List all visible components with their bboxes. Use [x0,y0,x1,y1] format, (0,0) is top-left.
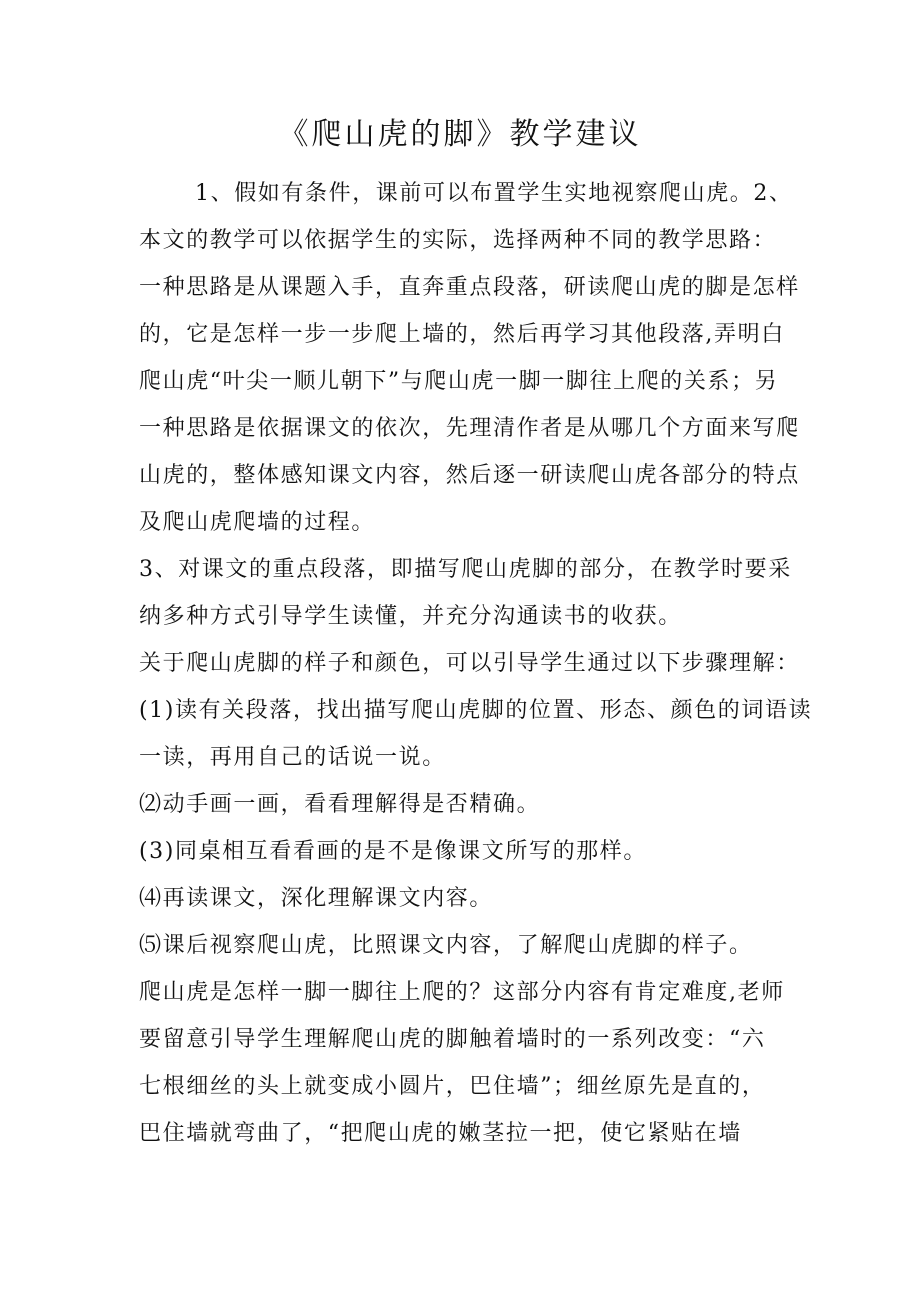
paragraph-line: 关于爬山虎脚的样子和颜色，可以引导学生通过以下步骤理解： [139,651,800,676]
paragraph-line: ⑷再读课文，深化理解课文内容。 [139,886,494,911]
paragraph-line: 爬山虎是怎样一脚一脚往上爬的？这部分内容有肯定难度,老师 [139,980,785,1005]
paragraph-line: (3)同桌相互看看画的是不是像课文所写的那样。 [139,839,647,864]
paragraph-line: 1、假如有条件，课前可以布置学生实地视察爬山虎。2、 [195,181,793,206]
paragraph-line: ⑸课后视察爬山虎，比照课文内容，了解爬山虎脚的样子。 [139,933,753,958]
paragraph-line: 纳多种方式引导学生读懂，并充分沟通读书的收获。 [139,604,682,629]
paragraph-line: ⑵动手画一画，看看理解得是否精确。 [139,792,541,817]
document-body [139,170,811,1157]
paragraph-line: 一种思路是依据课文的依次，先理清作者是从哪几个方面来写爬 [139,416,800,441]
paragraph-line: 及爬山虎爬墙的过程。 [139,510,376,535]
paragraph-line: 的，它是怎样一步一步爬上墙的，然后再学习其他段落,弄明白 [139,322,785,347]
paragraph-line: 山虎的，整体感知课文内容，然后逐一研读爬山虎各部分的特点 [139,463,800,488]
paragraph-line: 本文的教学可以依据学生的实际，选择两种不同的教学思路： [139,228,777,253]
paragraph-line: 一种思路是从课题入手，直奔重点段落，研读爬山虎的脚是怎样 [139,275,800,300]
paragraph-line: 七根细丝的头上就变成小圆片，巴住墙”；细丝原先是直的， [139,1074,766,1099]
paragraph-line: 要留意引导学生理解爬山虎的脚触着墙时的一系列改变：“六 [139,1027,766,1052]
paragraph-line: 一读，再用自己的话说一说。 [139,745,446,770]
paragraph-line: 3、对课文的重点段落，即描写爬山虎脚的部分，在教学时要采 [139,557,792,582]
paragraph-line: 爬山虎“叶尖一顺儿朝下”与爬山虎一脚一脚往上爬的关系；另 [139,369,779,394]
paragraph-line: (1)读有关段落，找出描写爬山虎脚的位置、形态、颜色的词语读 [139,698,813,723]
paragraph-line: 巴住墙就弯曲了，“把爬山虎的嫩茎拉一把，使它紧贴在墙 [139,1121,742,1146]
document-title: 《爬山虎的脚》教学建议 [278,117,642,152]
